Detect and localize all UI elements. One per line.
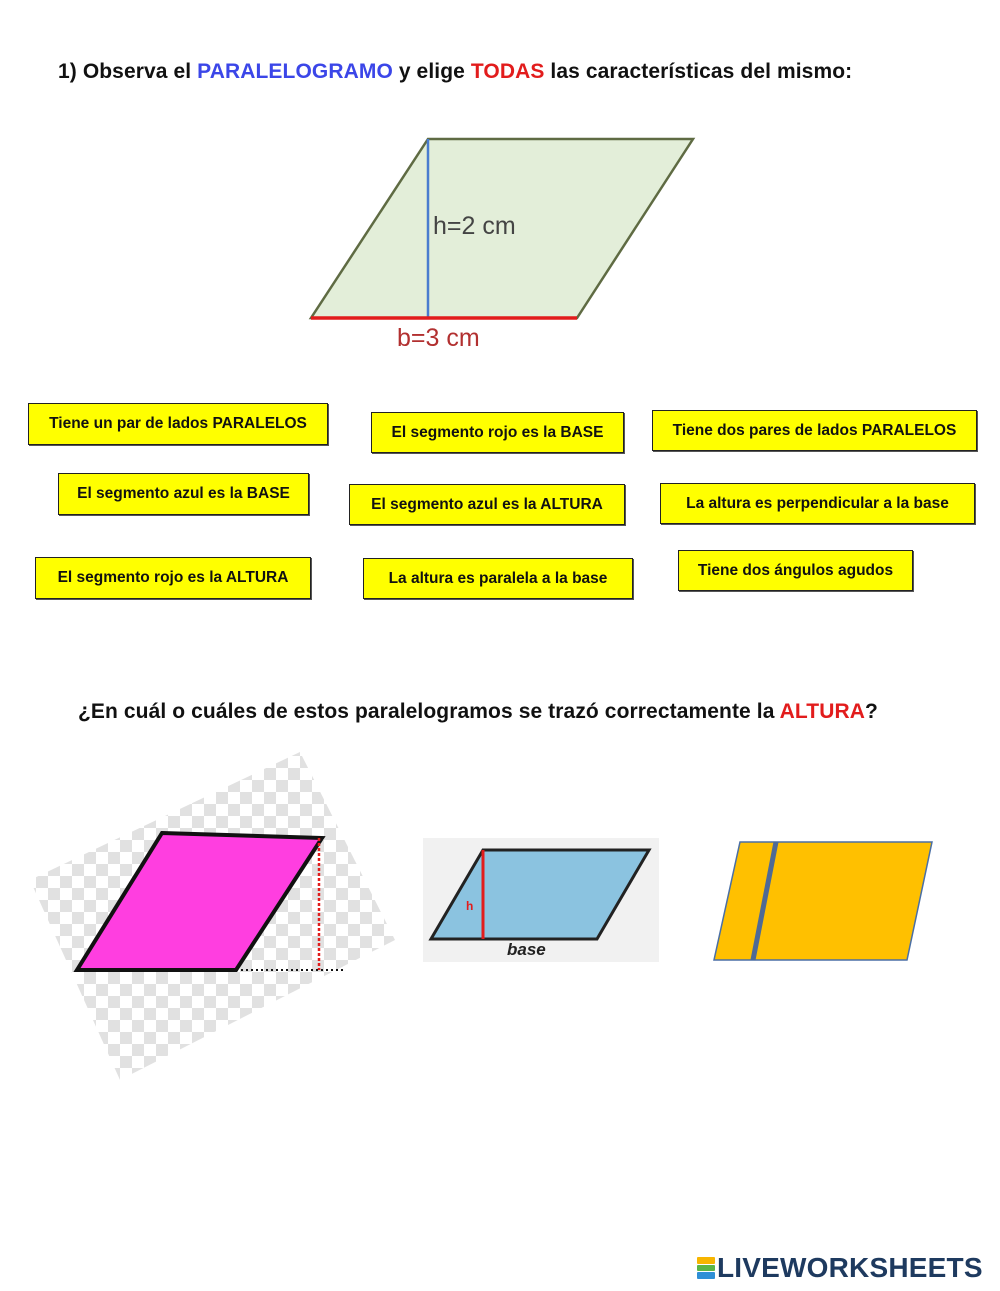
option-altura-paralela[interactable]: La altura es paralela a la base <box>363 558 633 599</box>
height-label: h=2 cm <box>433 212 516 240</box>
logo-text: LIVEWORKSHEETS <box>717 1252 983 1283</box>
option-rojo-altura[interactable]: El segmento rojo es la ALTURA <box>35 557 311 599</box>
figure-2-blue[interactable] <box>423 838 659 962</box>
highlight-todas: TODAS <box>470 60 545 83</box>
liveworksheets-icon <box>697 1257 715 1279</box>
highlight-paralelogramo: PARALELOGRAMO <box>197 60 393 83</box>
question2-text-part1: ¿En cuál o cuáles de estos paralelogramos se trazó correctamente la <box>78 700 775 723</box>
question-text-part2: y elige <box>398 60 465 83</box>
option-rojo-base[interactable]: El segmento rojo es la BASE <box>371 412 624 453</box>
question-number: 1) <box>58 60 77 83</box>
figure3-parallelogram <box>714 842 932 960</box>
question-text-part3: las características del mismo: <box>550 60 853 83</box>
option-dos-angulos-agudos[interactable]: Tiene dos ángulos agudos <box>678 550 913 591</box>
base-label: b=3 cm <box>397 324 480 352</box>
option-azul-base[interactable]: El segmento azul es la BASE <box>58 473 309 515</box>
question2-text-part2: ? <box>865 700 878 723</box>
figure-1-magenta[interactable] <box>30 752 395 1080</box>
option-altura-perpendicular[interactable]: La altura es perpendicular a la base <box>660 483 975 524</box>
highlight-altura: ALTURA <box>779 700 865 723</box>
question-text-part1: Observa el <box>82 60 192 83</box>
option-dos-pares-paralelos[interactable]: Tiene dos pares de lados PARALELOS <box>652 410 977 451</box>
liveworksheets-logo <box>697 1254 983 1282</box>
option-un-par-lados-paralelos[interactable]: Tiene un par de lados PARALELOS <box>28 403 328 445</box>
option-azul-altura[interactable]: El segmento azul es la ALTURA <box>349 484 625 525</box>
figure-3-orange[interactable] <box>714 842 932 960</box>
figure2-base-label: base <box>507 940 546 959</box>
figure2-h-label: h <box>466 899 474 913</box>
